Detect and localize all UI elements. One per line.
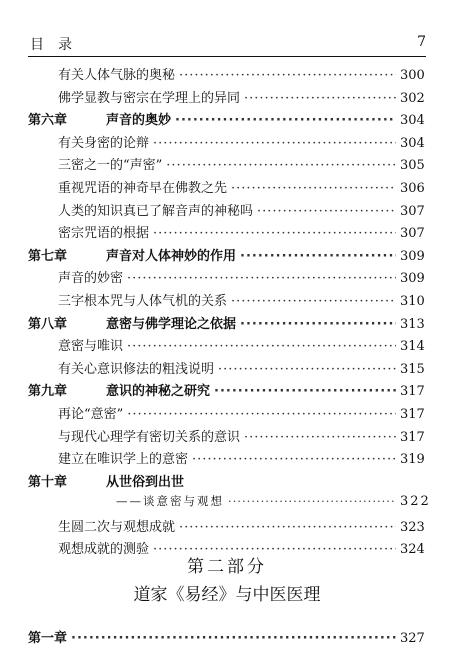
- dot-leader: [231, 294, 396, 309]
- entry-title: 佛学显教与密宗在学理上的异同: [58, 90, 241, 106]
- page-ref: 307: [400, 226, 425, 242]
- entry-title: 意密与唯识: [58, 339, 124, 355]
- dot-leader: [244, 430, 396, 445]
- entry-title: 声音对人体神妙的作用: [106, 248, 237, 264]
- toc-chapter[interactable]: [28, 380, 424, 403]
- chapter-number: 第六章: [28, 113, 68, 129]
- toc-entry[interactable]: [28, 426, 424, 449]
- entry-title: 有关心意识修法的粗浅说明: [58, 361, 215, 377]
- toc-chapter[interactable]: [28, 471, 424, 494]
- entry-title: 三字根本咒与人体气机的关系: [58, 293, 228, 309]
- entry-title: 三密之一的“声密”: [58, 158, 163, 174]
- dot-leader: [218, 362, 396, 377]
- page-ref: 304: [400, 113, 425, 129]
- page-ref: 302: [400, 90, 425, 106]
- dot-leader: [71, 631, 396, 646]
- toc-entry[interactable]: [28, 335, 424, 358]
- toc-entry[interactable]: [28, 267, 424, 290]
- entry-title: 生圆二次与观想成就: [58, 519, 176, 535]
- toc-chapter[interactable]: [28, 313, 424, 336]
- entry-title: 有关身密的论辩: [58, 135, 150, 151]
- dot-leader: [179, 68, 396, 83]
- entry-title: 观想成就的测验: [58, 542, 150, 558]
- toc-entry[interactable]: [28, 64, 424, 87]
- dot-leader: [240, 317, 396, 332]
- page-ref: 327: [400, 631, 425, 646]
- entry-title: 建立在唯识学上的意密: [58, 452, 189, 468]
- page-ref: 317: [400, 384, 425, 400]
- chapter-number: 第九章: [28, 384, 68, 400]
- toc-entry[interactable]: [28, 87, 424, 110]
- entry-title: 声音的奥妙: [106, 113, 172, 129]
- page-ref: 315: [400, 361, 425, 377]
- dot-leader: [192, 452, 396, 467]
- entry-title: 从世俗到出世: [106, 474, 185, 490]
- page-number: 7: [417, 34, 426, 50]
- part-subtitle: 道家《易经》与中医医理: [133, 585, 321, 605]
- page-ref: 313: [400, 316, 425, 332]
- page-ref: 309: [400, 248, 425, 264]
- chapter-number: 第七章: [28, 248, 68, 264]
- dot-leader: [153, 136, 396, 151]
- page-ref: 309: [400, 271, 425, 287]
- page-ref: 306: [400, 180, 425, 196]
- page-ref: 300: [400, 68, 425, 83]
- dot-leader: [175, 113, 396, 128]
- dot-leader: [231, 181, 396, 196]
- header-title: 目录: [30, 37, 86, 53]
- dot-leader: [127, 339, 396, 354]
- dot-leader: [244, 91, 396, 106]
- dot-leader: [214, 384, 396, 399]
- page-ref: 323: [400, 519, 425, 535]
- toc-entry[interactable]: [28, 200, 424, 223]
- toc-entry[interactable]: [28, 403, 424, 426]
- dot-leader: [228, 494, 396, 508]
- dot-leader: [179, 520, 396, 535]
- page-ref: 310: [400, 293, 425, 309]
- dot-leader: [127, 407, 396, 422]
- entry-title: 意识的神秘之研究: [106, 384, 211, 400]
- toc-last-entry[interactable]: [28, 627, 424, 650]
- toc-entry[interactable]: [28, 222, 424, 245]
- toc-entry[interactable]: [28, 132, 424, 155]
- entry-title: 有关人体气脉的奥秘: [58, 68, 176, 83]
- page-ref: 305: [400, 158, 425, 174]
- page-ref: 307: [400, 203, 425, 219]
- page-ref: 317: [400, 429, 425, 445]
- dot-leader: [257, 204, 396, 219]
- chapter-number: 第十章: [28, 474, 68, 490]
- toc-chapter[interactable]: [28, 109, 424, 132]
- dot-leader: [166, 158, 396, 173]
- entry-title: 与现代心理学有密切关系的意识: [58, 429, 241, 445]
- toc-entry[interactable]: [28, 290, 424, 313]
- page-header: [28, 34, 426, 57]
- page-ref: 319: [400, 452, 425, 468]
- page-ref: 314: [400, 339, 425, 355]
- toc-entry[interactable]: [28, 493, 431, 516]
- page-ref: 304: [400, 135, 425, 151]
- dot-leader: [153, 226, 396, 241]
- entry-title: 声音的妙密: [58, 271, 124, 287]
- dot-leader: [127, 271, 396, 286]
- part-title: 第二部分: [187, 557, 267, 577]
- table-of-contents: [28, 64, 431, 561]
- entry-title: 意密与佛学理论之依据: [106, 316, 237, 332]
- toc-entry[interactable]: [28, 177, 424, 200]
- toc-chapter[interactable]: [28, 245, 424, 268]
- toc-entry[interactable]: [28, 516, 424, 539]
- entry-title: ——谈意密与观想: [116, 494, 224, 509]
- page-ref: 322: [400, 494, 431, 510]
- entry-title: 人类的知识真已了解音声的神秘吗: [58, 203, 254, 219]
- dot-leader: [240, 249, 396, 264]
- page-ref: 324: [400, 542, 425, 558]
- toc-entry[interactable]: [28, 154, 424, 177]
- toc-entry[interactable]: [28, 358, 424, 381]
- chapter-number: 第八章: [28, 316, 68, 332]
- entry-title: 再论“意密”: [58, 406, 124, 422]
- chapter-number: 第一章: [28, 631, 68, 646]
- page-ref: 317: [400, 406, 425, 422]
- toc-entry[interactable]: [28, 448, 424, 471]
- entry-title: 重视咒语的神奇早在佛教之先: [58, 180, 228, 196]
- entry-title: 密宗咒语的根据: [58, 226, 150, 242]
